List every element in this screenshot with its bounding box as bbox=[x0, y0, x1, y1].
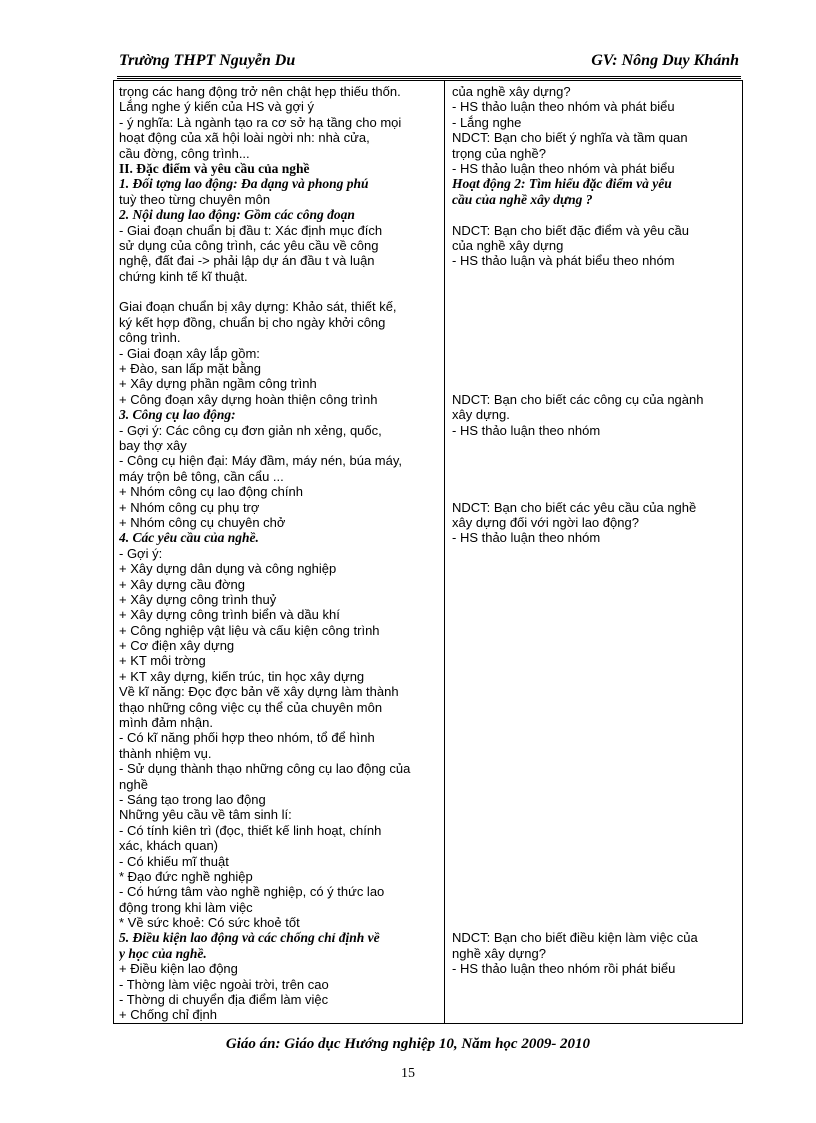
text-line: - Lắng nghe bbox=[452, 114, 522, 130]
text-line: * Về sức khoẻ: Có sức khoẻ tốt bbox=[119, 915, 300, 931]
text-line: - Sử dụng thành thạo những công cụ lao động của bbox=[119, 761, 411, 777]
text-line bbox=[452, 838, 742, 853]
text-line: - HS thảo luận theo nhóm và phát biểu bbox=[452, 99, 675, 115]
text-line bbox=[452, 361, 742, 376]
text-line bbox=[452, 592, 742, 607]
text-line bbox=[452, 269, 742, 284]
text-line: xây dựng. bbox=[452, 407, 510, 423]
text-line: - Gợi ý: bbox=[119, 545, 163, 561]
text-line: + Xây dựng dân dụng và công nghiệp bbox=[119, 561, 337, 577]
text-line: Về kĩ năng: Đọc đợc bản vẽ xây dựng làm thành bbox=[119, 684, 399, 700]
teacher-content-column bbox=[119, 84, 441, 1023]
text-line: + Nhóm công cụ chuyên chở bbox=[119, 514, 286, 530]
text-line: + Cơ điện xây dựng bbox=[119, 638, 235, 654]
text-line: của nghề xây dựng bbox=[452, 237, 564, 253]
text-line: + Đào, san lấp mặt bằng bbox=[119, 361, 262, 377]
text-line bbox=[452, 207, 742, 222]
text-line: - HS thảo luận theo nhóm bbox=[452, 530, 601, 546]
text-line: thạo những công việc cụ thể của chuyên môn bbox=[119, 699, 383, 715]
text-line: y học của nghề. bbox=[119, 945, 207, 961]
text-line: - Gợi ý: Các công cụ đơn giản nh xẻng, quốc, bbox=[119, 422, 382, 438]
text-line: NDCT: Bạn cho biết các yêu cầu của nghề bbox=[452, 499, 697, 515]
text-line bbox=[452, 453, 742, 468]
text-line bbox=[452, 484, 742, 499]
text-line bbox=[452, 915, 742, 930]
text-line bbox=[452, 438, 742, 453]
text-line: Hoạt động 2: Tìm hiểu đặc điểm và yêu bbox=[452, 176, 672, 192]
text-line: - Có tính kiên trì (đọc, thiết kế linh hoạt, chính bbox=[119, 822, 382, 838]
text-line: trọng các hang động trở nên chật hẹp thiếu thốn. bbox=[119, 84, 401, 99]
text-line: + KT xây dựng, kiến trúc, tin học xây dựng bbox=[119, 668, 365, 684]
text-line bbox=[452, 761, 742, 776]
text-line: xây dựng đối với ngời lao động? bbox=[452, 514, 639, 530]
text-line: cầu đờng, công trình... bbox=[119, 145, 250, 161]
text-line bbox=[452, 777, 742, 792]
text-line: nghề bbox=[119, 776, 148, 792]
teacher-name: GV: Nông Duy Khánh bbox=[591, 52, 739, 69]
text-line: + Xây dựng cầu đờng bbox=[119, 576, 246, 592]
text-line bbox=[452, 869, 742, 884]
text-line: + Nhóm công cụ phụ trợ bbox=[119, 499, 260, 515]
text-line bbox=[452, 900, 742, 915]
text-line: 1. Đối tợng lao động: Đa dạng và phong phú bbox=[119, 176, 369, 192]
text-line: NDCT: Bạn cho biết ý nghĩa và tầm quan bbox=[452, 130, 688, 146]
text-line: 4. Các yêu cầu của nghề. bbox=[119, 530, 259, 546]
text-line bbox=[452, 346, 742, 361]
text-line: NDCT: Bạn cho biết điều kiện làm việc của bbox=[452, 930, 698, 946]
text-line bbox=[452, 376, 742, 391]
text-line: động trong khi làm việc bbox=[119, 899, 253, 915]
text-line: * Đạo đức nghề nghiệp bbox=[119, 868, 253, 884]
text-line bbox=[452, 284, 742, 299]
text-line: tuỳ theo từng chuyên môn bbox=[119, 191, 271, 207]
text-line bbox=[452, 746, 742, 761]
text-line: - Có kĩ năng phối hợp theo nhóm, tổ để hình bbox=[119, 730, 375, 746]
text-line: cầu của nghề xây dựng ? bbox=[452, 191, 593, 207]
text-line: Những yêu cầu về tâm sinh lí: bbox=[119, 807, 292, 823]
text-line: chứng kinh tế kĩ thuật. bbox=[119, 268, 248, 284]
text-line bbox=[452, 792, 742, 807]
text-line: - Thờng làm việc ngoài trời, trên cao bbox=[119, 976, 329, 992]
text-line bbox=[452, 669, 742, 684]
text-line: công trình. bbox=[119, 330, 181, 346]
text-line: + Công đoạn xây dựng hoàn thiện công trình bbox=[119, 391, 378, 407]
text-line bbox=[452, 884, 742, 899]
text-line bbox=[452, 653, 742, 668]
text-line: xác, khách quan) bbox=[119, 838, 219, 854]
lesson-table bbox=[113, 80, 743, 1024]
text-line: + Xây dựng phần ngầm công trình bbox=[119, 376, 317, 392]
text-line: + Xây dựng công trình biển và dầu khí bbox=[119, 607, 340, 623]
text-line: 5. Điều kiện lao động và các chống chỉ định về bbox=[119, 930, 380, 946]
text-line: mình đảm nhận. bbox=[119, 715, 213, 731]
text-line: thành nhiệm vụ. bbox=[119, 745, 212, 761]
text-line bbox=[452, 577, 742, 592]
text-line: trọng của nghề? bbox=[452, 145, 546, 161]
text-line: + Công nghiệp vật liệu và cấu kiện công trình bbox=[119, 622, 380, 638]
text-line bbox=[452, 823, 742, 838]
text-line: + Nhóm công cụ lao động chính bbox=[119, 484, 303, 500]
text-line: máy trộn bê tông, cần cẩu ... bbox=[119, 468, 284, 484]
text-line: 2. Nội dung lao động: Gồm các công đoạn bbox=[119, 207, 355, 223]
text-line: hoạt động của xã hội loài ngời nh: nhà cửa, bbox=[119, 130, 370, 146]
text-line bbox=[452, 715, 742, 730]
text-line: - HS thảo luận theo nhóm và phát biểu bbox=[452, 160, 675, 176]
text-line: NDCT: Bạn cho biết các công cụ của ngành bbox=[452, 391, 704, 407]
text-line: - Có hứng tâm vào nghề nghiệp, có ý thức lao bbox=[119, 884, 385, 900]
text-line: - Sáng tạo trong lao động bbox=[119, 791, 266, 807]
text-line bbox=[119, 284, 441, 299]
text-line bbox=[452, 546, 742, 561]
school-name: Trường THPT Nguyễn Du bbox=[119, 52, 296, 69]
page-header bbox=[117, 50, 741, 79]
text-line: nghệ, đất đai -> phải lập dự án đầu t và luận bbox=[119, 253, 375, 269]
text-line bbox=[452, 807, 742, 822]
page-number: 15 bbox=[401, 1066, 415, 1081]
text-line: Giai đoạn chuẩn bị xây dựng: Khảo sát, thiết kế, bbox=[119, 299, 397, 315]
footer-caption: Giáo án: Giáo dục Hướng nghiệp 10, Năm học 2009- 2010 bbox=[225, 1036, 591, 1052]
text-line bbox=[452, 299, 742, 314]
text-line bbox=[452, 684, 742, 699]
column-divider bbox=[444, 81, 445, 1023]
text-line: ký kết hợp đồng, chuẩn bị cho ngày khởi công bbox=[119, 314, 386, 330]
text-line: NDCT: Bạn cho biết đặc điểm và yêu cầu bbox=[452, 222, 690, 238]
text-line: - Giai đoạn xây lắp gồm: bbox=[119, 345, 260, 361]
text-line bbox=[452, 607, 742, 622]
text-line: + Điều kiện lao động bbox=[119, 961, 238, 977]
text-line bbox=[452, 623, 742, 638]
text-line: - Công cụ hiện đại: Máy đầm, máy nén, búa máy, bbox=[119, 453, 403, 469]
text-line: - HS thảo luận theo nhóm bbox=[452, 422, 601, 438]
text-line: II. Đặc điểm và yêu cầu của nghề bbox=[119, 160, 310, 176]
activity-column bbox=[452, 84, 742, 977]
text-line: - ý nghĩa: Là ngành tạo ra cơ sở hạ tầng cho mọi bbox=[119, 114, 402, 130]
text-line: của nghề xây dựng? bbox=[452, 84, 571, 99]
text-line: bay thợ xây bbox=[119, 437, 187, 453]
text-line bbox=[452, 469, 742, 484]
text-line bbox=[452, 638, 742, 653]
text-line: 3. Công cụ lao động: bbox=[119, 407, 236, 423]
text-line: Lắng nghe ý kiến của HS và gợi ý bbox=[119, 99, 314, 115]
text-line: - Có khiếu mĩ thuật bbox=[119, 853, 229, 869]
text-line bbox=[452, 315, 742, 330]
text-line bbox=[452, 854, 742, 869]
text-line: - HS thảo luận và phát biểu theo nhóm bbox=[452, 253, 675, 269]
text-line: + KT môi trờng bbox=[119, 653, 206, 669]
text-line: nghề xây dựng? bbox=[452, 945, 546, 961]
text-line bbox=[452, 730, 742, 745]
text-line bbox=[452, 561, 742, 576]
text-line: - HS thảo luận theo nhóm rồi phát biểu bbox=[452, 961, 676, 977]
text-line: sử dụng của công trình, các yêu cầu về công bbox=[119, 237, 379, 253]
text-line bbox=[452, 700, 742, 715]
text-line: - Giai đoạn chuẩn bị đầu t: Xác định mục đích bbox=[119, 222, 383, 238]
text-line: + Chống chỉ định bbox=[119, 1007, 217, 1023]
text-line: + Xây dựng công trình thuỷ bbox=[119, 591, 277, 607]
text-line bbox=[452, 330, 742, 345]
text-line: - Thờng di chuyển địa điểm làm việc bbox=[119, 992, 329, 1008]
